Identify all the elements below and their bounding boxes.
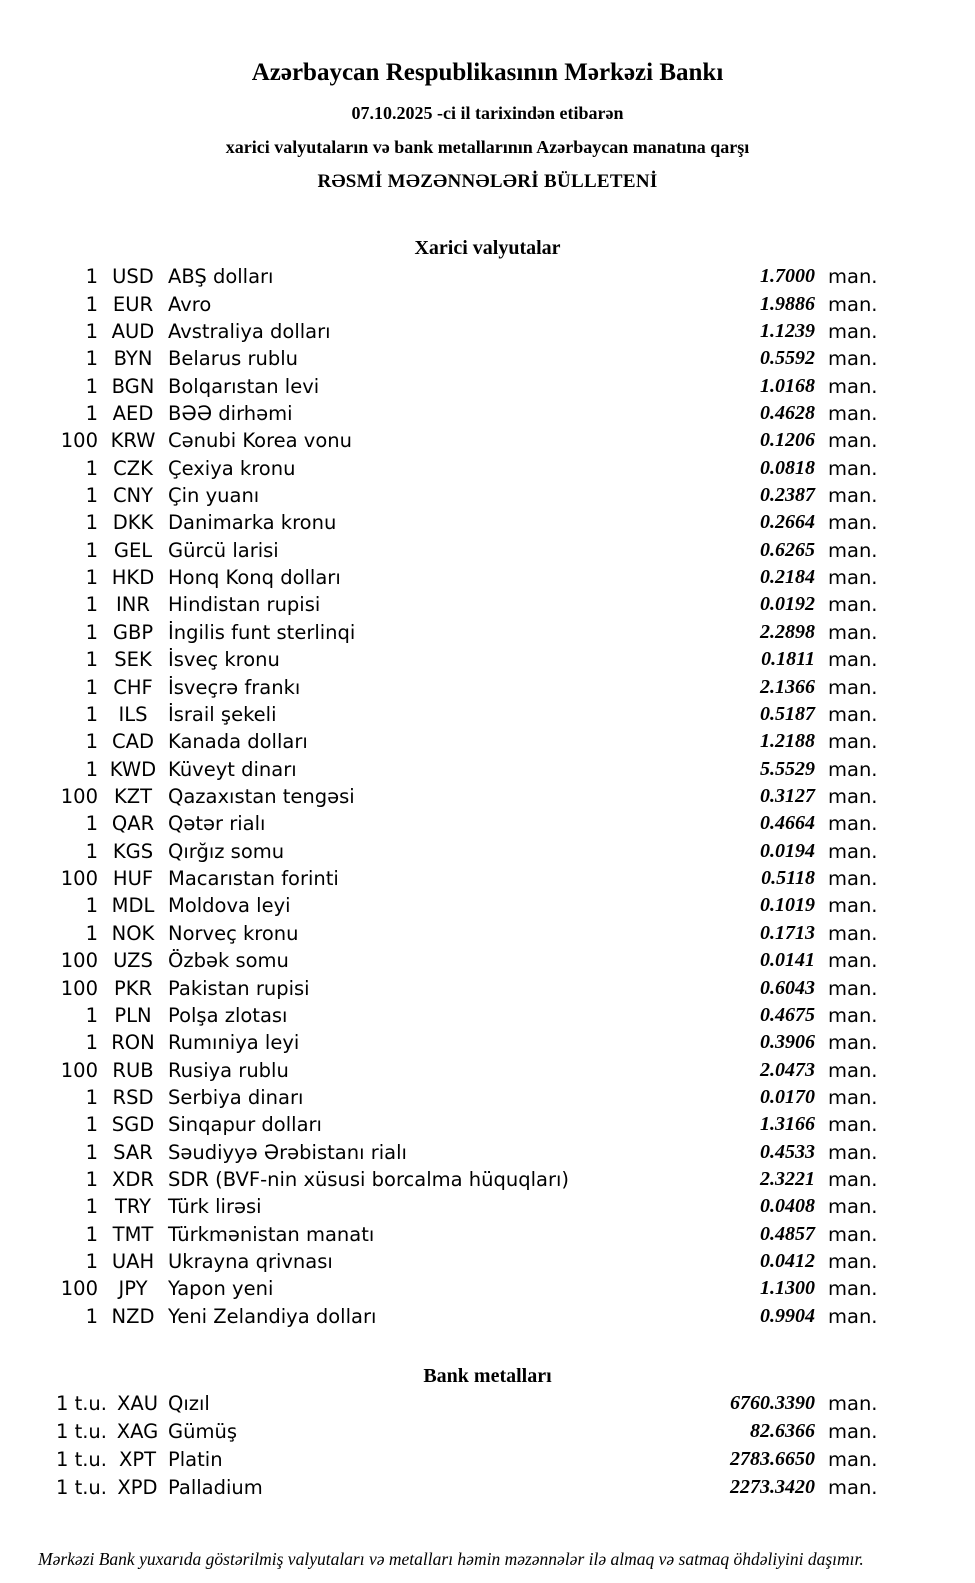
code-cell: USD (112, 265, 154, 289)
rate-cell: 0.2387 (760, 484, 815, 507)
rate-cell: 0.1206 (760, 429, 815, 452)
quantity-cell: 100 (60, 949, 98, 973)
unit-label: man. (828, 757, 878, 781)
unit-label: man. (828, 1448, 878, 1472)
quantity-cell: 1 (85, 1250, 98, 1274)
name-cell: Bolqarıstan levi (168, 374, 320, 398)
unit-label: man. (828, 456, 878, 480)
code-cell: TRY (114, 1195, 152, 1219)
quantity-cell: 1 t.u. (55, 1448, 107, 1472)
name-cell: Palladium (168, 1476, 263, 1500)
quantity-cell: 100 (60, 1277, 98, 1301)
quantity-cell: 1 (85, 1222, 98, 1246)
code-cell: NOK (111, 921, 155, 945)
code-cell: BYN (113, 347, 153, 371)
name-cell: İngilis funt sterlinqi (168, 620, 356, 644)
code-cell: PLN (114, 1003, 152, 1027)
code-cell: HKD (111, 566, 155, 590)
name-cell: Avstraliya dolları (168, 319, 331, 343)
unit-label: man. (828, 894, 878, 918)
code-cell: EUR (112, 292, 154, 316)
code-cell: ILS (118, 702, 148, 726)
code-cell: SAR (113, 1140, 153, 1164)
quantity-cell: 1 (85, 566, 98, 590)
table-row (0, 1111, 975, 1138)
rate-cell: 1.2188 (760, 730, 815, 753)
unit-label: man. (828, 675, 878, 699)
unit-label: man. (828, 401, 878, 425)
code-cell: INR (116, 593, 150, 617)
quantity-cell: 1 (85, 292, 98, 316)
quantity-cell: 1 (85, 484, 98, 508)
rate-cell: 0.2184 (760, 566, 815, 589)
rate-cell: 0.4533 (760, 1140, 815, 1163)
unit-label: man. (828, 347, 878, 371)
table-row (0, 1303, 975, 1330)
unit-label: man. (828, 511, 878, 535)
name-cell: Honq Konq dolları (168, 566, 341, 590)
unit-label: man. (828, 1113, 878, 1137)
table-row (0, 1002, 975, 1029)
unit-label: man. (828, 648, 878, 672)
unit-label: man. (828, 839, 878, 863)
name-cell: Serbiya dinarı (168, 1085, 304, 1109)
table-row (0, 345, 975, 372)
unit-label: man. (828, 785, 878, 808)
unit-label: man. (828, 1277, 878, 1301)
rate-cell: 1.3166 (760, 1113, 815, 1136)
quantity-cell: 1 (85, 1195, 98, 1219)
rate-cell: 1.1239 (760, 319, 815, 342)
quantity-cell: 1 t.u. (55, 1476, 107, 1500)
code-cell: CAD (112, 730, 154, 754)
code-cell: SGD (111, 1113, 155, 1137)
bank-title: Azərbaycan Respublikasının Mərkəzi Bankı (251, 59, 724, 86)
quantity-cell: 1 (85, 319, 98, 343)
rate-cell: 0.0818 (760, 456, 815, 479)
table-row (0, 838, 975, 865)
unit-label: man. (828, 867, 878, 891)
bulletin-header (0, 0, 975, 193)
code-cell: QAR (111, 812, 155, 836)
code-cell: KRW (110, 429, 156, 453)
name-cell: Yapon yeni (168, 1277, 274, 1301)
code-cell: AED (112, 401, 154, 425)
name-cell: Qırğız somu (168, 839, 285, 863)
table-row (0, 400, 975, 427)
rate-cell: 0.1019 (760, 894, 815, 917)
rate-cell: 2783.6650 (730, 1448, 815, 1471)
rate-cell: 0.9904 (760, 1304, 815, 1327)
code-cell: KWD (109, 757, 157, 781)
unit-label: man. (828, 1003, 878, 1027)
name-cell: İsrail şekeli (168, 702, 277, 726)
quantity-cell: 1 (85, 812, 98, 836)
unit-label: man. (828, 1304, 878, 1328)
code-cell: SEK (114, 648, 152, 672)
unit-label: man. (828, 1140, 878, 1164)
table-row (0, 701, 975, 728)
code-cell: RUB (112, 1058, 154, 1082)
table-row (0, 619, 975, 646)
rate-cell: 2.0473 (760, 1058, 815, 1081)
unit-label: man. (828, 292, 878, 316)
rate-cell: 2.2898 (760, 620, 815, 643)
rate-cell: 0.4675 (760, 1003, 815, 1026)
effective-date-line: 07.10.2025 -ci il tarixindən etibarən (351, 103, 624, 123)
quantity-cell: 1 (85, 374, 98, 398)
unit-label: man. (828, 1222, 878, 1246)
name-cell: Danimarka kronu (168, 511, 337, 535)
table-row (0, 974, 975, 1001)
metals-section-title: Bank metalları (423, 1365, 552, 1388)
quantity-cell: 1 (85, 593, 98, 617)
unit-label: man. (828, 1058, 878, 1082)
quantity-cell: 100 (60, 1058, 98, 1082)
table-row (0, 1139, 975, 1166)
name-cell: Rumıniya leyi (168, 1031, 300, 1055)
metals-table (0, 1390, 975, 1502)
rate-cell: 0.0412 (760, 1250, 815, 1273)
name-cell: ABŞ dolları (168, 265, 274, 289)
rate-cell: 1.1300 (760, 1277, 815, 1300)
table-row (0, 673, 975, 700)
quantity-cell: 1 (85, 1140, 98, 1164)
unit-label: man. (828, 1476, 878, 1500)
unit-label: man. (828, 1195, 878, 1219)
quantity-cell: 1 (85, 894, 98, 918)
table-row (0, 1275, 975, 1302)
quantity-cell: 1 (85, 702, 98, 726)
name-cell: Çexiya kronu (168, 456, 296, 480)
unit-label: man. (828, 1392, 878, 1416)
rate-cell: 0.5187 (760, 702, 815, 725)
rate-cell: 2273.3420 (730, 1476, 815, 1499)
code-cell: BGN (111, 374, 155, 398)
rate-cell: 1.7000 (760, 265, 815, 288)
unit-label: man. (828, 319, 878, 343)
name-cell: Gümüş (168, 1420, 237, 1444)
table-row (0, 263, 975, 290)
quantity-cell: 100 (60, 429, 98, 453)
code-cell: TMT (112, 1222, 154, 1246)
name-cell: Qızıl (168, 1392, 210, 1416)
code-cell: CHF (113, 675, 153, 699)
table-row (0, 1166, 975, 1193)
unit-label: man. (828, 1420, 878, 1444)
quantity-cell: 1 (85, 538, 98, 562)
unit-label: man. (828, 949, 878, 973)
name-cell: Yeni Zelandiya dolları (168, 1304, 377, 1328)
name-cell: Qazaxıstan tengəsi (168, 785, 355, 808)
unit-label: man. (828, 620, 878, 644)
quantity-cell: 1 (85, 648, 98, 672)
table-row (0, 1418, 975, 1446)
table-row (0, 1390, 975, 1418)
table-row (0, 783, 975, 810)
quantity-cell: 1 (85, 1085, 98, 1109)
rate-cell: 5.5529 (760, 757, 815, 780)
quantity-cell: 1 (85, 839, 98, 863)
code-cell: CZK (113, 456, 153, 480)
name-cell: Pakistan rupisi (168, 976, 310, 1000)
table-row (0, 755, 975, 782)
name-cell: Hindistan rupisi (168, 593, 321, 617)
rate-cell: 2.3221 (760, 1168, 815, 1191)
name-cell: Avro (168, 292, 212, 316)
quantity-cell: 1 (85, 401, 98, 425)
name-cell: Belarus rublu (168, 347, 299, 371)
disclaimer-text: Mərkəzi Bank yuxarıda göstərilmiş valyutaları və metalları həmin məzənnələr ilə almaq və satmaq öhdəliyini daşımır. (38, 1548, 864, 1569)
table-row (0, 1248, 975, 1275)
table-row (0, 290, 975, 317)
name-cell: Sinqapur dolları (168, 1113, 322, 1137)
rate-cell: 1.9886 (760, 292, 815, 315)
currencies-section (0, 237, 975, 1330)
name-cell: Çin yuanı (168, 484, 260, 508)
table-row (0, 482, 975, 509)
table-row (0, 920, 975, 947)
rate-cell: 82.6366 (750, 1420, 815, 1443)
table-row (0, 372, 975, 399)
name-cell: Polşa zlotası (168, 1003, 288, 1027)
unit-label: man. (828, 730, 878, 754)
name-cell: İsveçrə frankı (168, 675, 301, 699)
rate-cell: 0.1713 (760, 921, 815, 944)
code-cell: XAU (117, 1392, 158, 1416)
rate-cell: 0.0141 (760, 949, 815, 972)
currencies-table (0, 263, 975, 1330)
unit-label: man. (828, 593, 878, 617)
rate-cell: 0.4857 (760, 1222, 815, 1245)
name-cell: Kanada dolları (168, 730, 308, 754)
rate-cell: 2.1366 (760, 675, 815, 698)
metals-section (0, 1365, 975, 1502)
code-cell: MDL (111, 894, 155, 918)
code-cell: CNY (112, 484, 154, 508)
rate-cell: 0.1811 (761, 648, 815, 671)
quantity-cell: 1 (85, 456, 98, 480)
code-cell: GEL (113, 538, 153, 562)
code-cell: DKK (112, 511, 154, 535)
rate-cell: 6760.3390 (730, 1392, 815, 1415)
code-cell: XAG (116, 1420, 159, 1444)
table-row (0, 1084, 975, 1111)
currencies-section-title: Xarici valyutalar (414, 237, 561, 259)
unit-label: man. (828, 374, 878, 398)
name-cell: Qətər rialı (168, 812, 266, 836)
rate-cell: 0.3906 (760, 1031, 815, 1054)
quantity-cell: 1 (85, 1168, 98, 1192)
table-row (0, 865, 975, 892)
unit-label: man. (828, 484, 878, 508)
quantity-cell: 1 (85, 757, 98, 781)
code-cell: XDR (112, 1168, 154, 1192)
unit-label: man. (828, 976, 878, 1000)
code-cell: AUD (111, 319, 155, 343)
name-cell: Cənubi Korea vonu (168, 429, 352, 453)
rate-cell: 0.4664 (760, 812, 815, 835)
table-row (0, 455, 975, 482)
table-row (0, 427, 975, 454)
code-cell: HUF (112, 867, 154, 891)
rate-cell: 0.0194 (760, 839, 815, 862)
quantity-cell: 1 (85, 1003, 98, 1027)
name-cell: İsveç kronu (168, 648, 280, 672)
rate-cell: 0.5118 (761, 867, 815, 890)
code-cell: UZS (113, 949, 153, 973)
name-cell: Türk lirəsi (168, 1195, 262, 1219)
unit-label: man. (828, 1250, 878, 1274)
name-cell: Ukrayna qrivnası (168, 1250, 333, 1274)
unit-label: man. (828, 1085, 878, 1109)
quantity-cell: 1 (85, 1113, 98, 1137)
table-row (0, 947, 975, 974)
name-cell: SDR (BVF-nin xüsusi borcalma hüquqları) (168, 1168, 570, 1192)
unit-label: man. (828, 921, 878, 945)
quantity-cell: 100 (60, 976, 98, 1000)
name-cell: Özbək somu (168, 949, 289, 973)
table-row (0, 1474, 975, 1502)
unit-label: man. (828, 429, 878, 453)
table-row (0, 728, 975, 755)
unit-label: man. (828, 566, 878, 590)
quantity-cell: 1 (85, 511, 98, 535)
code-cell: RSD (112, 1085, 154, 1109)
code-cell: PKR (113, 976, 153, 1000)
rate-cell: 0.6043 (760, 976, 815, 999)
quantity-cell: 1 t.u. (55, 1420, 107, 1444)
table-row (0, 591, 975, 618)
name-cell: BƏƏ dirhəmi (168, 401, 293, 425)
rate-cell: 0.3127 (760, 785, 815, 807)
rate-cell: 0.5592 (760, 347, 815, 370)
code-cell: GBP (112, 620, 154, 644)
code-cell: UAH (111, 1250, 155, 1274)
unit-label: man. (828, 1031, 878, 1055)
code-cell: JPY (118, 1277, 148, 1301)
quantity-cell: 1 (85, 921, 98, 945)
subtitle-line: xarici valyutaların və bank metallarının Azərbaycan manatına qarşı (225, 137, 750, 157)
rate-cell: 0.0408 (760, 1195, 815, 1218)
quantity-cell: 1 (85, 265, 98, 289)
table-row (0, 1221, 975, 1248)
rate-cell: 0.0192 (760, 593, 815, 616)
table-row (0, 810, 975, 837)
bulletin-footer (0, 1549, 975, 1570)
code-cell: RON (111, 1031, 155, 1055)
table-row (0, 1056, 975, 1083)
table-row (0, 1193, 975, 1220)
quantity-cell: 1 t.u. (55, 1392, 107, 1416)
rate-cell: 0.4628 (760, 401, 815, 424)
quantity-cell: 1 (85, 347, 98, 371)
unit-label: man. (828, 812, 878, 836)
code-cell: XPD (117, 1476, 158, 1500)
unit-label: man. (828, 702, 878, 726)
name-cell: Səudiyyə Ərəbistanı rialı (168, 1140, 407, 1164)
name-cell: Platin (168, 1448, 223, 1472)
quantity-cell: 100 (60, 867, 98, 891)
quantity-cell: 100 (60, 785, 98, 808)
rate-cell: 0.0170 (760, 1085, 815, 1108)
quantity-cell: 1 (85, 730, 98, 754)
name-cell: Macarıstan forinti (168, 867, 339, 891)
name-cell: Türkmənistan manatı (168, 1222, 375, 1246)
quantity-cell: 1 (85, 675, 98, 699)
quantity-cell: 1 (85, 1304, 98, 1328)
code-cell: NZD (111, 1304, 155, 1328)
table-row (0, 892, 975, 919)
rate-cell: 1.0168 (760, 374, 815, 397)
table-row (0, 1446, 975, 1474)
code-cell: XPT (118, 1448, 157, 1472)
table-row (0, 564, 975, 591)
unit-label: man. (828, 538, 878, 562)
quantity-cell: 1 (85, 1031, 98, 1055)
unit-label: man. (828, 265, 878, 289)
name-cell: Moldova leyi (168, 894, 291, 918)
code-cell: KZT (113, 785, 153, 808)
bulletin-title: RƏSMİ MƏZƏNNƏLƏRİ BÜLLETENİ (317, 171, 658, 192)
table-row (0, 1029, 975, 1056)
quantity-cell: 1 (85, 620, 98, 644)
name-cell: Küveyt dinarı (168, 757, 297, 781)
code-cell: KGS (112, 839, 154, 863)
name-cell: Rusiya rublu (168, 1058, 289, 1082)
table-row (0, 509, 975, 536)
name-cell: Gürcü larisi (168, 538, 279, 562)
table-row (0, 646, 975, 673)
rate-cell: 0.2664 (760, 511, 815, 534)
table-row (0, 537, 975, 564)
name-cell: Norveç kronu (168, 921, 299, 945)
table-row (0, 318, 975, 345)
rate-cell: 0.6265 (760, 538, 815, 561)
unit-label: man. (828, 1168, 878, 1192)
